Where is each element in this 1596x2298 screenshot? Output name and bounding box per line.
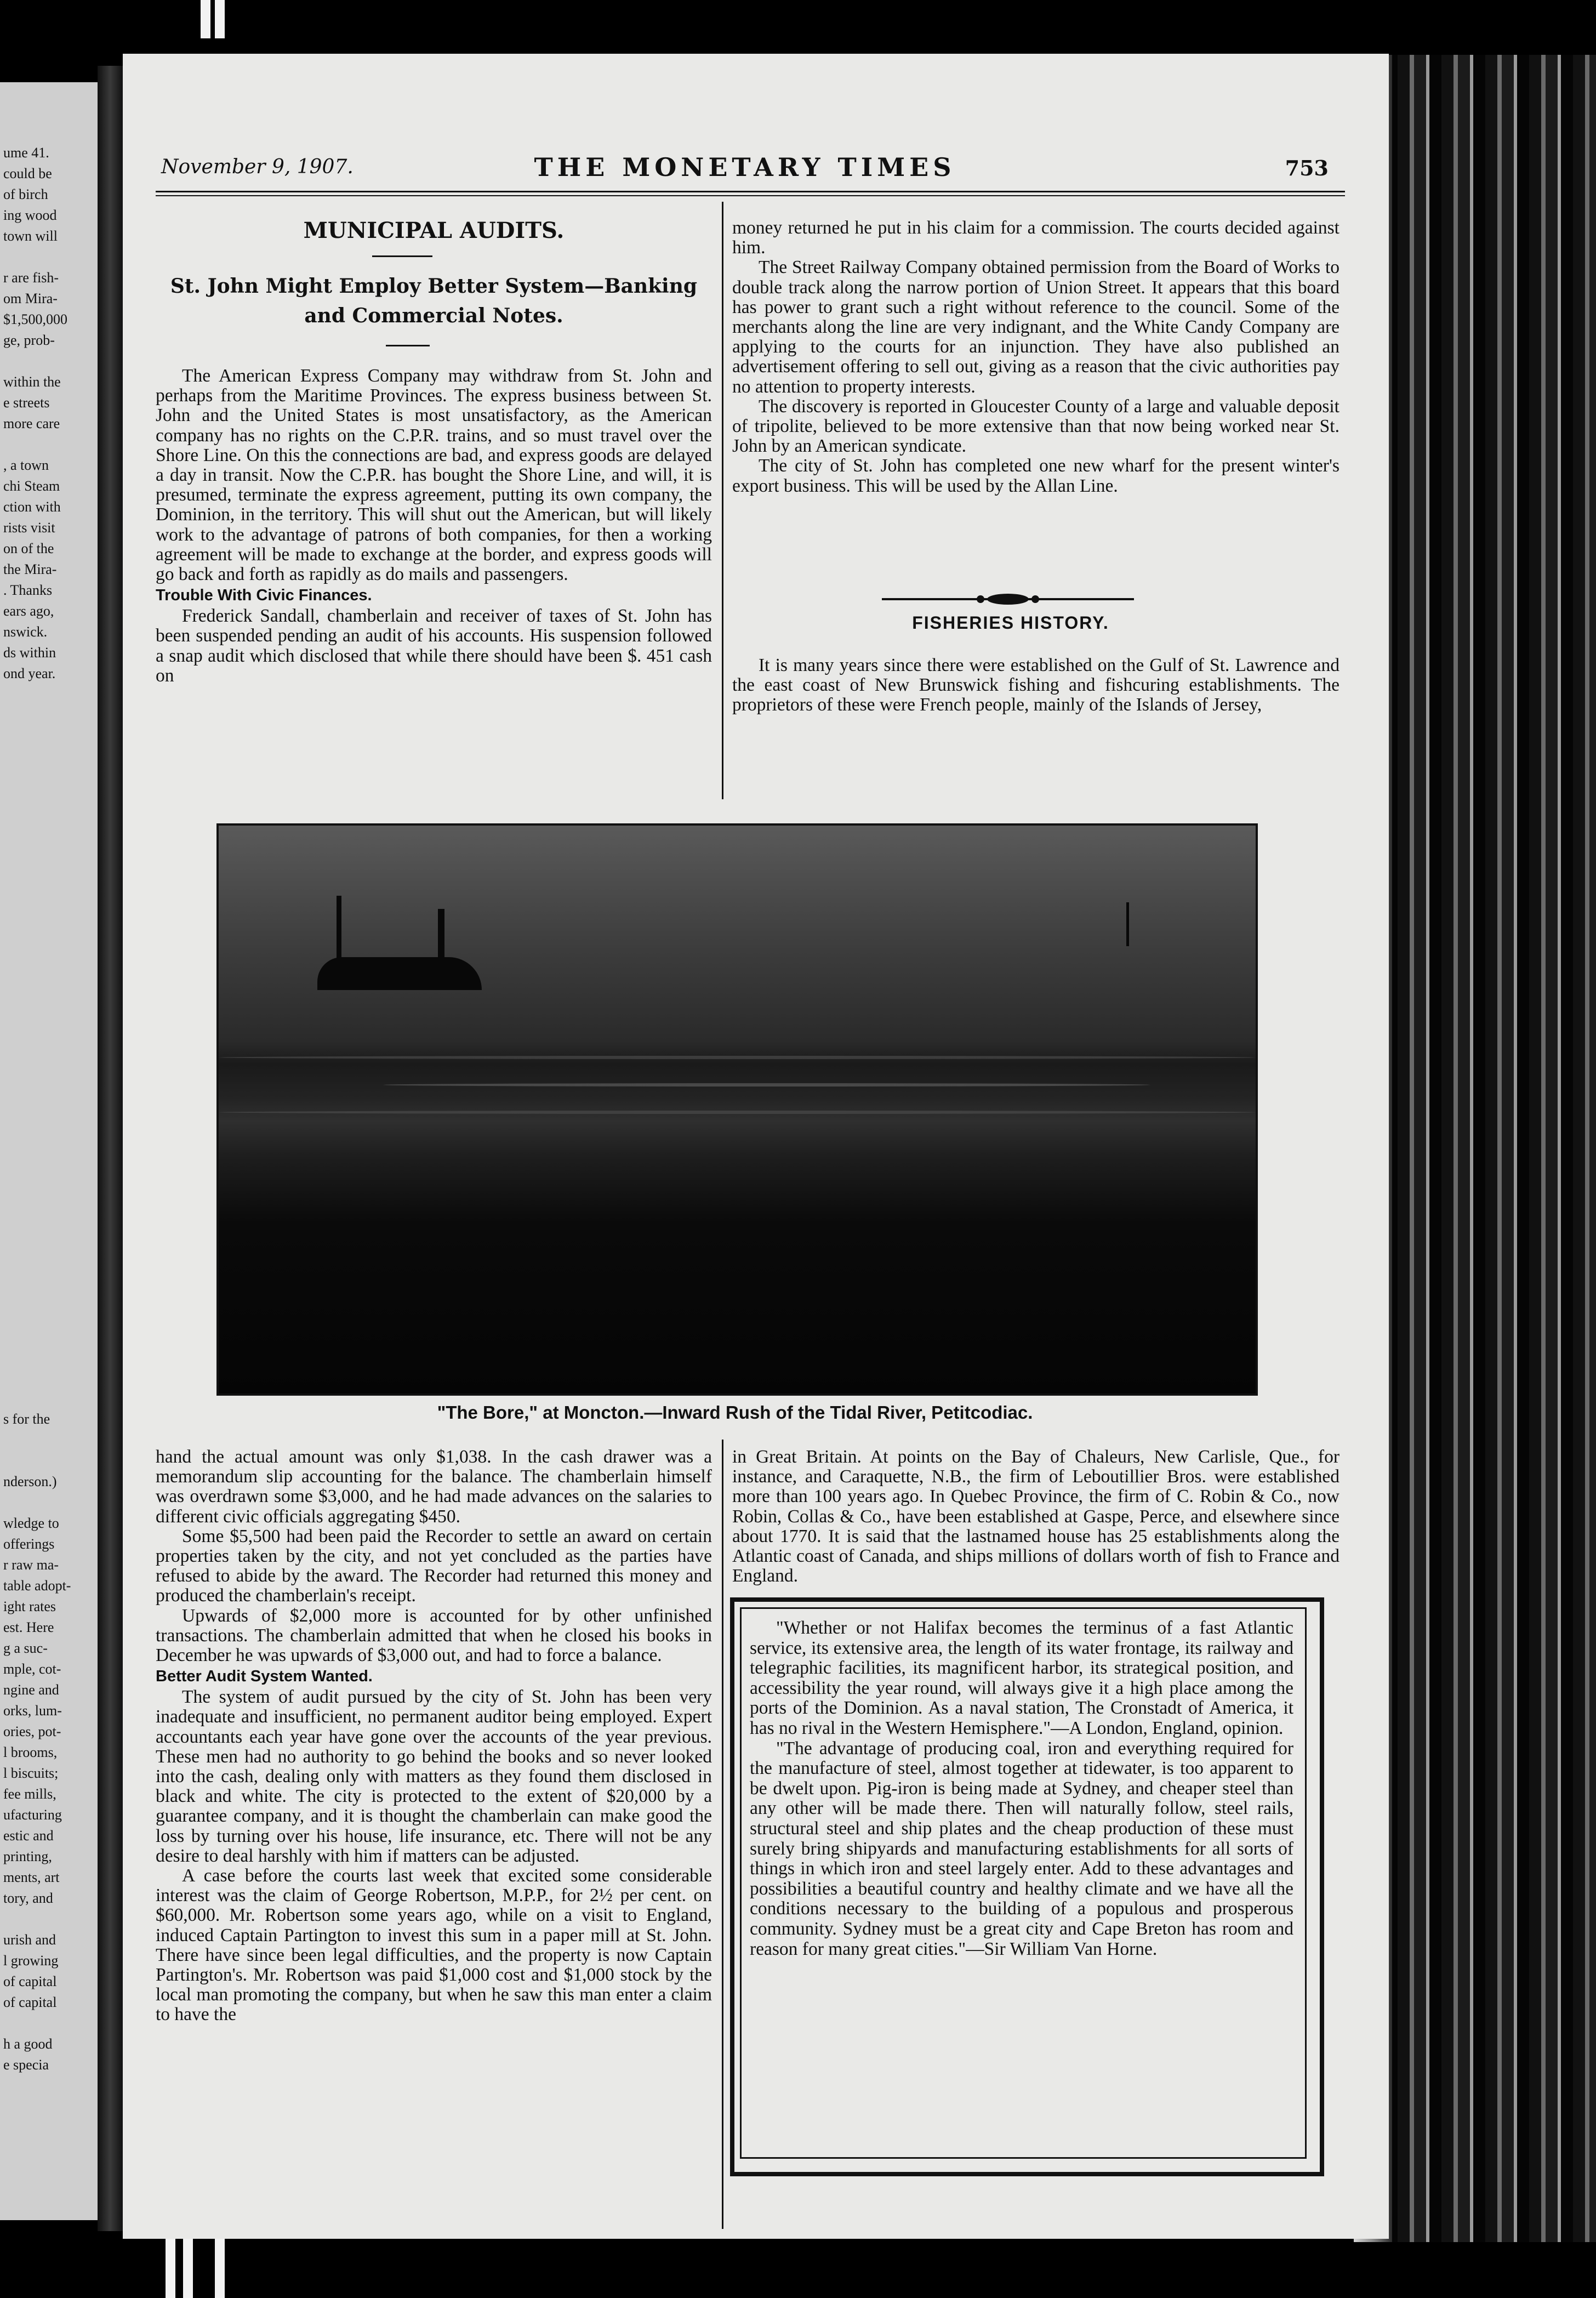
facing-page-text-fragment: printing, xyxy=(3,1848,52,1864)
quote-box xyxy=(730,1597,1324,2176)
facing-page-text-fragment: ction with xyxy=(3,499,61,515)
film-sprocket-mark xyxy=(201,0,210,38)
paragraph: in Great Britain. At points on the Bay of Chaleurs, New Carlisle, Que., for instance, and Caraquette, N.B., the firm of Leboutillier Bros. were established more than 100 years ago. In Quebec Province, the firm of C. Robin & Co., now Robin, Collas & Co., have been established at Gaspe, Perce, and elsewhere since about 1770. It is said that the lastnamed house has 25 establishments along the Atlantic coast of Canada, and ships millions of dollars worth of fish to France and England. xyxy=(732,1447,1340,1586)
fisheries-column-top xyxy=(732,656,1340,715)
facing-page-text-fragment: fee mills, xyxy=(3,1786,56,1802)
facing-page-text-fragment: nswick. xyxy=(3,624,48,640)
quote-paragraph: "The advantage of producing coal, iron and everything required for the manufacture of steel, almost together at tidewater, is too apparent to be dwelt upon. Pig-iron is being made at Sydney, and cheaper steel than any other will be made there. Then will naturally follow, steel rails, structural steel and ship plates and the cheap production of these must surely bring shipyards and manufacturing establishments for all sorts of things in which iron and steel largely enter. Add to these advantages and possibilities a beautiful country and healthy climate and we have all the conditions necessary to the building of a populous and prosperous community. Sydney must be a great city and Cape Breton has room and reason for many great cities."—Sir William Van Horne. xyxy=(750,1738,1293,1959)
paragraph: money returned he put in his claim for a commission. The courts decided against him. xyxy=(732,218,1340,258)
facing-page-text-fragment: r raw ma- xyxy=(3,1557,59,1573)
page-number: 753 xyxy=(1285,156,1329,180)
facing-page-text-fragment: ing wood xyxy=(3,207,57,223)
facing-page-text-fragment: ume 41. xyxy=(3,145,49,161)
facing-page-text-fragment: e specia xyxy=(3,2057,49,2073)
photo-wave xyxy=(219,1056,1256,1059)
page-header xyxy=(156,152,1340,183)
photograph-tidal-bore xyxy=(216,823,1258,1396)
photo-wave xyxy=(383,1083,1150,1087)
paragraph: The American Express Company may withdraw from St. John and perhaps from the Maritime Provinces. The express business between St. John and the United States is most unsatisfactory, as the American company has no rights on the C.P.R. trains, and so must travel over the Shore Line. On this the connections are bad, and express goods are delayed a day in transit. Now the C.P.R. has bought the Shore Line, and will, it is presumed, terminate the express agreement, putting its own company, the Dominion, in the territory. This will shut out the American, but will likely work to the advantage of patrons of both companies, for then a working agreement will be made to exchange at the border, and express goods will go back and forth as rapidly as do mails and passengers. xyxy=(156,366,712,585)
facing-page-text-fragment: orks, lum- xyxy=(3,1703,62,1719)
facing-page-text-fragment: of capital xyxy=(3,1994,57,2010)
film-sprocket-mark xyxy=(215,0,225,38)
facing-page-text-fragment: ears ago, xyxy=(3,603,54,619)
facing-page-text-fragment: l growing xyxy=(3,1953,59,1969)
facing-page-text-fragment: mple, cot- xyxy=(3,1661,61,1677)
facing-page-text-fragment: within the xyxy=(3,374,61,390)
paragraph: Some $5,500 had been paid the Recorder to settle an award on certain properties taken by the city, and not yet concluded as the parties have refused to abide by the award. The Recorder had returned this money and produced the chamberlain's receipt. xyxy=(156,1526,712,1606)
facing-page-text-fragment: , a town xyxy=(3,457,49,473)
fisheries-headline: FISHERIES HISTORY. xyxy=(912,613,1109,633)
facing-page-text-fragment: wledge to xyxy=(3,1515,59,1531)
article-subheadline: St. John Might Employ Better System—Banking and Commercial Notes. xyxy=(170,275,698,327)
facing-page-text-fragment: l brooms, xyxy=(3,1744,58,1760)
column-divider xyxy=(722,202,723,799)
facing-page-text-fragment: ds within xyxy=(3,645,56,661)
facing-page-text-fragment: tory, and xyxy=(3,1890,53,1906)
facing-page-fragment xyxy=(0,82,98,2220)
paragraph: The city of St. John has completed one new wharf for the present winter's export business. This will be used by the Allan Line. xyxy=(732,456,1340,496)
header-rule xyxy=(156,191,1345,192)
facing-page-text-fragment: offerings xyxy=(3,1536,55,1552)
photo-building xyxy=(317,957,482,990)
paragraph: Frederick Sandall, chamberlain and receiver of taxes of St. John has been suspended pending an audit of his accounts. His suspension followed a snap audit which disclosed that while there should have been $. 451 cash on xyxy=(156,606,712,686)
facing-page-text-fragment: estic and xyxy=(3,1828,54,1844)
paragraph: The system of audit pursued by the city of St. John has been very inadequate and insufficient, no permanent auditor being employed. Expert accountants each year have gone over the accounts of the year previous. These men had no authority to go behind the books and so never looked into the cash, dealing only with matters as they found them disclosed in black and white. The city is protected to the extent of $20,000 by a guarantee company, and it is thought the chamberlain can make good the loss by turning over his house, life insurance, etc. There will not be any desire to deal harshly with him if matters can be adjusted. xyxy=(156,1687,712,1866)
headline-rule xyxy=(372,255,432,257)
fisheries-column-bottom xyxy=(732,1447,1340,1586)
header-rule-second xyxy=(156,195,1345,196)
facing-page-text-fragment: om Mira- xyxy=(3,291,58,306)
paragraph: It is many years since there were established on the Gulf of St. Lawrence and the east coast of New Brunswick fishing and fishcuring establishments. The proprietors of these were French people, mainly of the Islands of Jersey, xyxy=(732,655,1340,715)
paragraph: A case before the courts last week that excited some considerable interest was the claim of George Robertson, M.P.P., for 2½ per cent. on $60,000. Mr. Robertson some years ago, while on a visit to England, induced Captain Partington to invest this sum in a paper mill at St. John. There have since been legal difficulties, and the property is now Captain Partington's. Mr. Robertson was paid $1,000 cost and $1,000 stock by the local man promoting the company, but when he saw this man enter a claim to have the xyxy=(156,1865,712,2025)
facing-page-text-fragment: urish and xyxy=(3,1932,56,1948)
facing-page-text-fragment: r are fish- xyxy=(3,270,59,286)
film-sprocket-mark xyxy=(215,2238,225,2298)
facing-page-text-fragment: g a suc- xyxy=(3,1640,48,1656)
facing-page-text-fragment: of capital xyxy=(3,1973,57,1989)
section-heading: Trouble With Civic Finances. xyxy=(156,587,372,605)
facing-page-text-fragment: ufacturing xyxy=(3,1807,62,1823)
facing-page-text-fragment: nderson.) xyxy=(3,1474,57,1489)
left-column-top xyxy=(156,216,712,686)
quote-box-text xyxy=(750,1618,1293,1959)
facing-page-text-fragment: $1,500,000 xyxy=(3,311,67,327)
column-divider xyxy=(722,1440,723,2229)
facing-page-text-fragment: ngine and xyxy=(3,1682,59,1698)
newspaper-page xyxy=(123,54,1389,2239)
facing-page-text-fragment: ight rates xyxy=(3,1599,56,1614)
facing-page-text-fragment: s for the xyxy=(3,1411,50,1427)
facing-page-text-fragment: ories, pot- xyxy=(3,1724,61,1739)
photo-pole xyxy=(1126,902,1129,946)
film-sprocket-mark xyxy=(166,2238,175,2298)
facing-page-text-fragment: town will xyxy=(3,228,58,244)
issue-date: November 9, 1907. xyxy=(161,156,354,178)
facing-page-text-fragment: chi Steam xyxy=(3,478,60,494)
facing-page-text-fragment: could be xyxy=(3,166,52,181)
facing-page-text-fragment: ge, prob- xyxy=(3,332,55,348)
right-column-top xyxy=(732,218,1340,496)
article-headline: MUNICIPAL AUDITS. xyxy=(303,218,565,243)
facing-page-text-fragment: h a good xyxy=(3,2036,53,2052)
left-column-bottom xyxy=(156,1447,712,2025)
book-gutter xyxy=(98,66,123,2231)
subheadline-rule xyxy=(386,345,430,346)
facing-page-text-fragment: l biscuits; xyxy=(3,1765,59,1781)
facing-page-text-fragment: . Thanks xyxy=(3,582,53,598)
paragraph: Upwards of $2,000 more is accounted for by other unfinished transactions. The chamberlain admitted that when he closed his books in December he was upwards of $3,000 out, and had to force a balance. xyxy=(156,1605,712,1666)
photo-caption: "The Bore," at Moncton.—Inward Rush of the Tidal River, Petitcodiac. xyxy=(437,1402,1033,1423)
quote-paragraph: "Whether or not Halifax becomes the terminus of a fast Atlantic service, its extensive area, the length of its water frontage, its railway and telegraphic facilities, its magnificent harbor, its strategical position, and accessibility the year round, will always give it a high place among the ports of the Dominion. As a naval station, The Cronstadt of America, it has no rival in the Western Hemisphere."—A London, England, opinion. xyxy=(750,1618,1293,1738)
facing-page-text-fragment: ond year. xyxy=(3,665,56,681)
facing-page-text-fragment: e streets xyxy=(3,395,50,411)
facing-page-text-fragment: table adopt- xyxy=(3,1578,71,1594)
facing-page-text-fragment: the Mira- xyxy=(3,561,57,577)
facing-page-text-fragment: on of the xyxy=(3,541,54,556)
facing-page-text-fragment: est. Here xyxy=(3,1619,54,1635)
facing-page-text-fragment: more care xyxy=(3,416,60,431)
ornament-divider xyxy=(882,591,1134,607)
paragraph: The Street Railway Company obtained permission from the Board of Works to double track along the narrow portion of Union Street. It appears that this board has power to grant such a right without reference to the council. Some of the merchants along the line are very indignant, and the White Candy Company are applying to the courts for an injunction. They have also published an advertisement offering to sell out, giving as a reason that the civic authorities pay no attention to property interests. xyxy=(732,257,1340,397)
facing-page-text-fragment: rists visit xyxy=(3,520,55,536)
facing-page-text-fragment: of birch xyxy=(3,186,48,202)
paragraph: The discovery is reported in Gloucester County of a large and valuable deposit of tripolite, believed to be more extensive than that now being worked near St. John by an American syndicate. xyxy=(732,396,1340,457)
film-sprocket-mark xyxy=(183,2238,193,2298)
publication-title: THE MONETARY TIMES xyxy=(534,152,956,182)
facing-page-text-fragment: ments, art xyxy=(3,1869,60,1885)
section-heading: Better Audit System Wanted. xyxy=(156,1668,373,1686)
photo-wave xyxy=(219,1111,1256,1114)
paragraph: hand the actual amount was only $1,038. In the cash drawer was a memorandum slip accounting for the balance. The chamberlain himself was overdrawn some $3,000, and he had made advances on the salaries to different civic officials aggregating $450. xyxy=(156,1447,712,1527)
